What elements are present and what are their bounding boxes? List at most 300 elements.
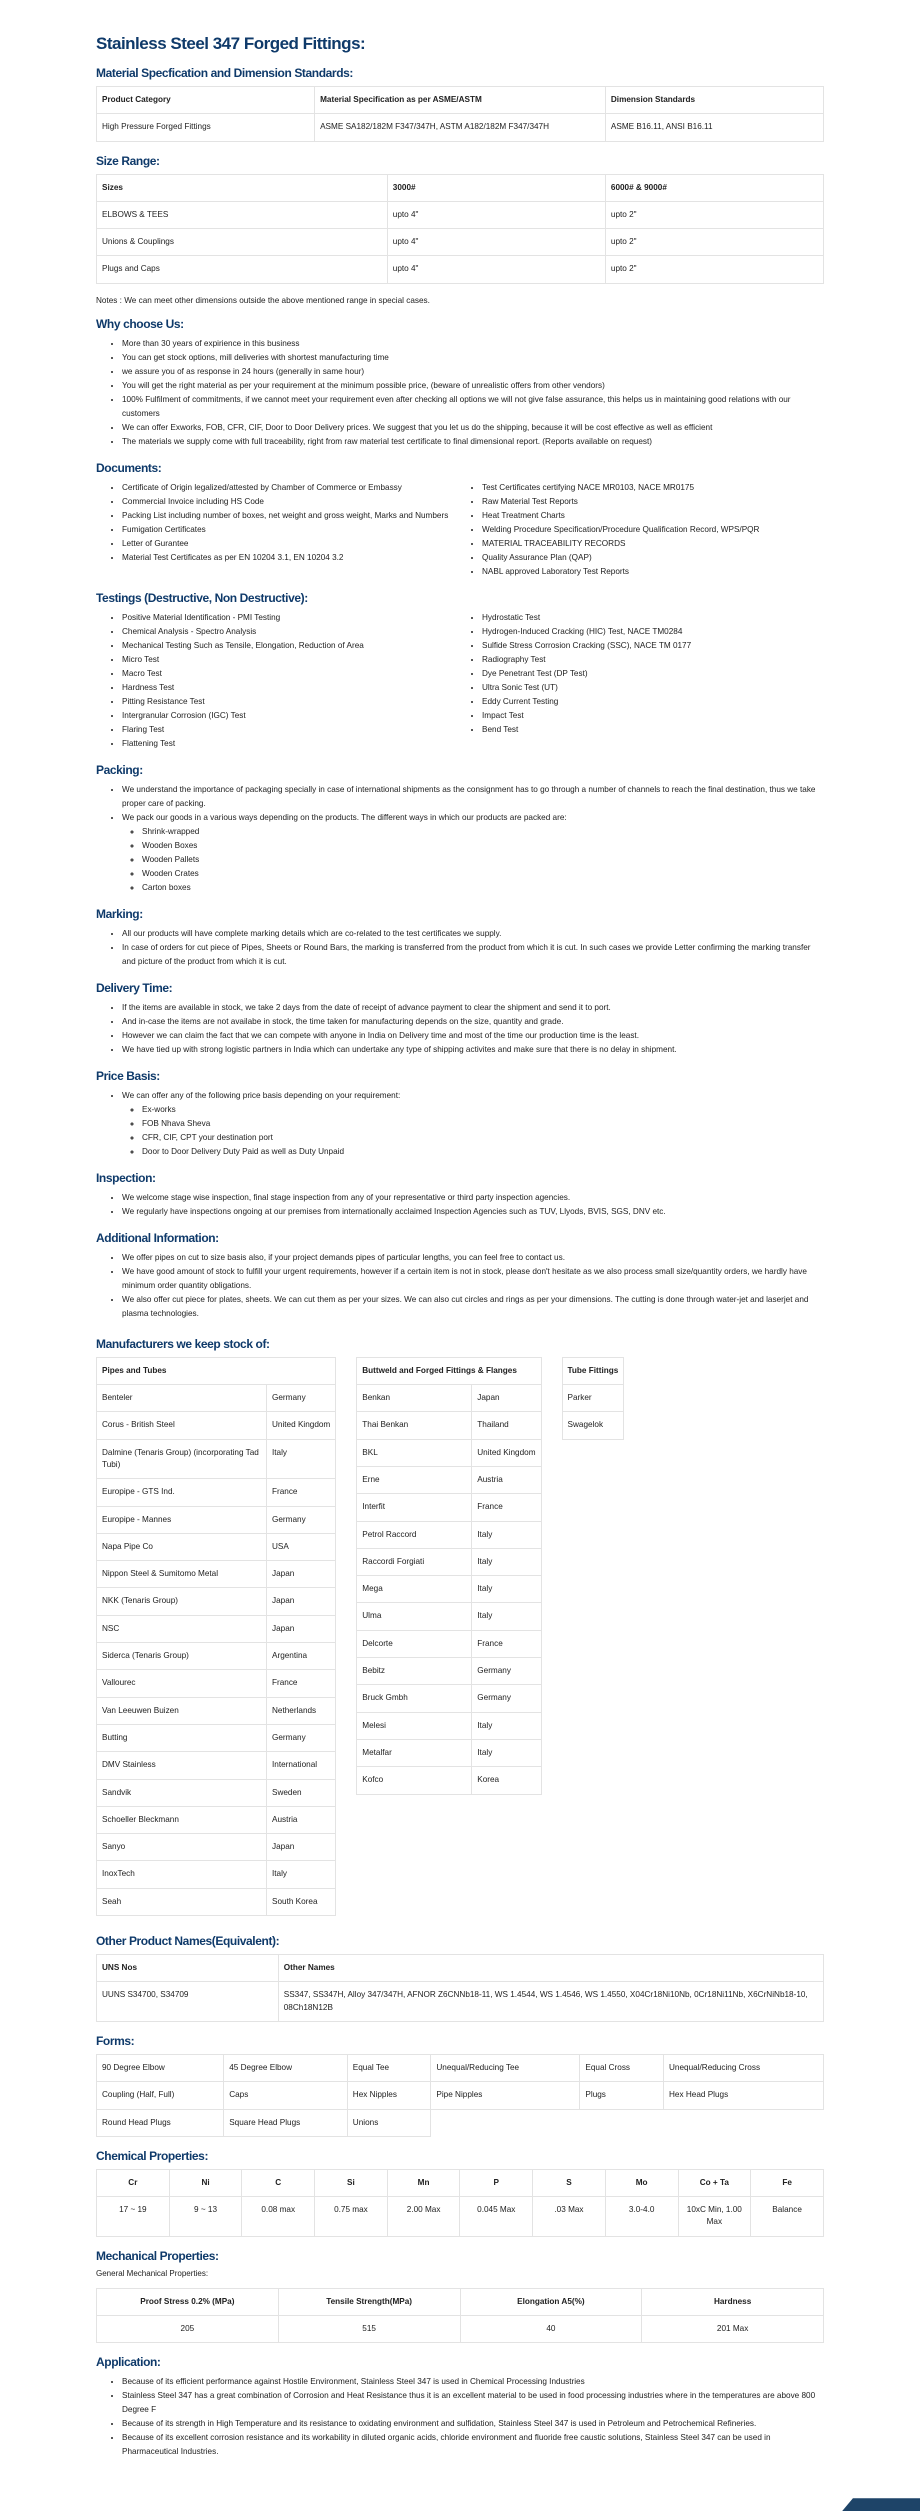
table-cell: Delcorte xyxy=(357,1630,472,1657)
table-cell: 0.08 max xyxy=(242,2197,315,2237)
table-row xyxy=(357,1548,541,1575)
table-row xyxy=(97,1888,336,1915)
table-header: Mo xyxy=(605,2169,678,2196)
table-cell: Hex Head Plugs xyxy=(664,2082,824,2109)
table-cell: Thai Benkan xyxy=(357,1412,472,1439)
sub-list-item: ◦ Carton boxes xyxy=(142,881,824,895)
list-item: • Mechanical Testing Such as Tensile, Elongation, Reduction of Area xyxy=(122,639,456,653)
table-header: Sizes xyxy=(97,174,388,201)
table-row xyxy=(357,1576,541,1603)
table-cell: upto 2" xyxy=(605,201,823,228)
sub-list-item: ◦ CFR, CIF, CPT your destination port xyxy=(142,1131,824,1145)
forms-heading: Forms: xyxy=(96,2033,135,2048)
list-item: • Fumigation Certificates xyxy=(122,523,456,537)
table-row xyxy=(97,1479,336,1506)
documents-section xyxy=(96,461,824,579)
table-cell: Plugs xyxy=(580,2082,664,2109)
inspection-section xyxy=(96,1171,824,1219)
table-row xyxy=(357,1439,541,1466)
table-cell: Benkan xyxy=(357,1385,472,1412)
list-item: • All our products will have complete marking details which are co-related to the test certificates we supply. xyxy=(122,927,824,941)
table-cell: Italy xyxy=(472,1548,541,1575)
table-header: 3000# xyxy=(387,174,605,201)
table-cell: ASME SA182/182M F347/347H, ASTM A182/182M F347/347H xyxy=(315,114,606,141)
list-item: • Quality Assurance Plan (QAP) xyxy=(482,551,824,565)
table-cell: NSC xyxy=(97,1615,267,1642)
table-header-row xyxy=(97,87,824,114)
table-cell: Japan xyxy=(472,1385,541,1412)
list-item: • And in-case the items are not availabe in stock, the time taken for manufacturing depends on the size, quantity and grade. xyxy=(122,1015,824,1029)
table-cell: Square Head Plugs xyxy=(224,2109,348,2136)
size-range-notes: Notes : We can meet other dimensions outside the above mentioned range in special cases. xyxy=(96,295,430,305)
price-basis-heading: Price Basis: xyxy=(96,1068,160,1083)
list-item: • Raw Material Test Reports xyxy=(482,495,824,509)
table-cell: BKL xyxy=(357,1439,472,1466)
list-item-text: We can offer any of the following price basis depending on your requirement: xyxy=(122,1090,401,1100)
table-cell: Sweden xyxy=(267,1779,336,1806)
table-row xyxy=(97,1588,336,1615)
table-row xyxy=(357,1412,541,1439)
table-cell: Italy xyxy=(267,1439,336,1479)
other-names-section xyxy=(96,1934,824,2022)
table-cell: Vallourec xyxy=(97,1670,267,1697)
testings-section xyxy=(96,591,824,751)
table-cell: Interfit xyxy=(357,1494,472,1521)
table-row xyxy=(357,1658,541,1685)
table-header: S xyxy=(533,2169,606,2196)
table-cell: Japan xyxy=(267,1615,336,1642)
empty-cell xyxy=(580,2109,664,2136)
table-cell: Caps xyxy=(224,2082,348,2109)
table-row xyxy=(357,1630,541,1657)
forms-section xyxy=(96,2034,824,2137)
list-item: • We have good amount of stock to fulfill your urgent requirements, however if a certain item is not in stock, please don't hesitate as we also process small size/quantity orders, we hardly have minimum order quantity obligations. xyxy=(122,1265,824,1293)
table-cell: Corus - British Steel xyxy=(97,1412,267,1439)
table-row xyxy=(97,1412,336,1439)
table-cell: 205 xyxy=(97,2315,279,2342)
inspection-list xyxy=(96,1191,824,1219)
table-cell: Butting xyxy=(97,1724,267,1751)
table-cell: United Kingdom xyxy=(267,1412,336,1439)
price-basis-section xyxy=(96,1069,824,1159)
table-row xyxy=(562,1385,624,1412)
table-cell: Argentina xyxy=(267,1643,336,1670)
table-cell: Italy xyxy=(472,1712,541,1739)
table-cell: Italy xyxy=(472,1603,541,1630)
table-cell: Korea xyxy=(472,1767,541,1794)
list-item: • Material Test Certificates as per EN 10204 3.1, EN 10204 3.2 xyxy=(122,551,456,565)
inspection-heading: Inspection: xyxy=(96,1170,156,1185)
table-row xyxy=(97,2315,824,2342)
table-cell: Unions & Couplings xyxy=(97,229,388,256)
table-cell: ELBOWS & TEES xyxy=(97,201,388,228)
table-cell: Japan xyxy=(267,1834,336,1861)
table-row xyxy=(97,2197,824,2237)
table-cell: Coupling (Half, Full) xyxy=(97,2082,224,2109)
table-header-row xyxy=(97,1357,336,1384)
table-cell: Italy xyxy=(472,1521,541,1548)
list-item: • Micro Test xyxy=(122,653,456,667)
table-cell: 45 Degree Elbow xyxy=(224,2054,348,2081)
list-item: • Because of its strength in High Temperature and its resistance to oxidating environment and sulfidation, Stainless Steel 347 is used in Petroleum and Petrochemical Refineries. xyxy=(122,2417,824,2431)
list-item: • Letter of Gurantee xyxy=(122,537,456,551)
material-spec-section xyxy=(96,66,824,142)
table-row xyxy=(97,1533,336,1560)
table-row xyxy=(97,1834,336,1861)
list-item: • Eddy Current Testing xyxy=(482,695,824,709)
list-item: • The materials we supply come with full traceability, right from raw material test certificate to final dimensional report. (Reports available on request) xyxy=(122,435,824,449)
table-row xyxy=(97,1861,336,1888)
table-row xyxy=(562,1412,624,1439)
fittings-flanges-table xyxy=(356,1357,541,1795)
table-header: Co + Ta xyxy=(678,2169,751,2196)
list-item: • We understand the importance of packaging specially in case of international shipments as the consignment has to go through a number of channels to reach the final destination, thus we take proper care of packing. xyxy=(122,783,824,811)
list-item: • Radiography Test xyxy=(482,653,824,667)
table-cell: upto 2" xyxy=(605,229,823,256)
table-row xyxy=(97,1439,336,1479)
chemical-heading: Chemical Properties: xyxy=(96,2148,209,2163)
table-row xyxy=(97,1724,336,1751)
table-row xyxy=(357,1739,541,1766)
sub-list-item: ◦ Wooden Boxes xyxy=(142,839,824,853)
packing-list xyxy=(96,783,824,895)
list-item: • Hydrostatic Test xyxy=(482,611,824,625)
table-cell: 0.045 Max xyxy=(460,2197,533,2237)
list-item: • Test Certificates certifying NACE MR0103, NACE MR0175 xyxy=(482,481,824,495)
packing-section xyxy=(96,763,824,895)
table-row xyxy=(97,2054,824,2081)
table-cell: Benteler xyxy=(97,1385,267,1412)
table-cell: 0.75 max xyxy=(315,2197,388,2237)
table-cell: Balance xyxy=(751,2197,824,2237)
why-choose-list xyxy=(96,337,824,449)
list-item: • Bend Test xyxy=(482,723,824,737)
table-row xyxy=(97,1643,336,1670)
why-choose-section xyxy=(96,317,824,449)
manufacturers-section xyxy=(96,1337,824,1916)
page-title: Stainless Steel 347 Forged Fittings: xyxy=(96,34,366,53)
table-header: Dimension Standards xyxy=(605,87,823,114)
table-cell: upto 2" xyxy=(605,256,823,283)
list-item: • Stainless Steel 347 has a great combination of Corrosion and Heat Resistance thus it is an excellent material to be used in food processing industries where in the temperatures are above 800 Degree F xyxy=(122,2389,824,2417)
pipes-tubes-table xyxy=(96,1357,336,1916)
list-item: • Flattening Test xyxy=(122,737,456,751)
table-header: Buttweld and Forged Fittings & Flanges xyxy=(357,1357,541,1384)
documents-list-right xyxy=(456,481,824,579)
table-row xyxy=(97,1982,824,2022)
table-header: Hardness xyxy=(642,2288,824,2315)
table-row xyxy=(357,1712,541,1739)
table-header: Ni xyxy=(169,2169,242,2196)
table-row xyxy=(357,1385,541,1412)
table-cell: Italy xyxy=(267,1861,336,1888)
table-row xyxy=(97,1779,336,1806)
table-header: 6000# & 9000# xyxy=(605,174,823,201)
table-cell: Sanyo xyxy=(97,1834,267,1861)
table-cell: 10xC Min, 1.00 Max xyxy=(678,2197,751,2237)
list-item xyxy=(122,1089,824,1159)
table-cell: ASME B16.11, ANSI B16.11 xyxy=(605,114,823,141)
packing-sublist xyxy=(122,825,824,895)
forms-table xyxy=(96,2054,824,2137)
table-cell: DMV Stainless xyxy=(97,1752,267,1779)
table-row xyxy=(97,201,824,228)
table-row xyxy=(357,1685,541,1712)
list-item: • Heat Treatment Charts xyxy=(482,509,824,523)
table-cell: 3.0-4.0 xyxy=(605,2197,678,2237)
table-cell: NKK (Tenaris Group) xyxy=(97,1588,267,1615)
table-row xyxy=(97,1615,336,1642)
sub-list-item: ◦ Ex-works xyxy=(142,1103,824,1117)
additional-info-section xyxy=(96,1231,824,1321)
list-item: • Dye Penetrant Test (DP Test) xyxy=(482,667,824,681)
corner-tab-decoration xyxy=(842,2498,920,2511)
table-header: C xyxy=(242,2169,315,2196)
table-cell: Bruck Gmbh xyxy=(357,1685,472,1712)
chemical-section xyxy=(96,2149,824,2237)
table-cell: Napa Pipe Co xyxy=(97,1533,267,1560)
table-header-row xyxy=(97,2288,824,2315)
table-cell: Bebitz xyxy=(357,1658,472,1685)
table-cell: Schoeller Bleckmann xyxy=(97,1806,267,1833)
material-spec-table xyxy=(96,86,824,142)
list-item-text: We pack our goods in a various ways depending on the products. The different ways in which our products are packed are: xyxy=(122,812,567,822)
table-row xyxy=(97,1385,336,1412)
sub-list-item: ◦ Wooden Pallets xyxy=(142,853,824,867)
additional-info-list xyxy=(96,1251,824,1321)
list-item: • Flaring Test xyxy=(122,723,456,737)
application-section xyxy=(96,2355,824,2459)
manufacturers-heading: Manufacturers we keep stock of: xyxy=(96,1336,270,1351)
table-cell: Kofco xyxy=(357,1767,472,1794)
mechanical-section xyxy=(96,2249,824,2344)
table-cell: 9 ~ 13 xyxy=(169,2197,242,2237)
table-cell: Austria xyxy=(472,1466,541,1493)
delivery-heading: Delivery Time: xyxy=(96,980,173,995)
list-item: • Impact Test xyxy=(482,709,824,723)
table-cell: SS347, SS347H, Alloy 347/347H, AFNOR Z6CNNb18-11, WS 1.4544, WS 1.4546, WS 1.4550, X04Cr18Ni10Nb, 0Cr18Ni11Nb, X6CrNiNb18-10, 08Ch18N12B xyxy=(278,1982,823,2022)
testings-list-left xyxy=(96,611,456,751)
table-cell: High Pressure Forged Fittings xyxy=(97,114,315,141)
table-row xyxy=(97,2109,824,2136)
table-cell: .03 Max xyxy=(533,2197,606,2237)
table-header: Tensile Strength(MPa) xyxy=(278,2288,460,2315)
table-row xyxy=(97,114,824,141)
table-header-row xyxy=(97,2169,824,2196)
list-item: • We offer pipes on cut to size basis also, if your project demands pipes of particular lengths, you can feel free to contact us. xyxy=(122,1251,824,1265)
table-header-row xyxy=(562,1357,624,1384)
list-item: • Certificate of Origin legalized/attested by Chamber of Commerce or Embassy xyxy=(122,481,456,495)
why-choose-heading: Why choose Us: xyxy=(96,316,184,331)
table-cell: Sandvik xyxy=(97,1779,267,1806)
list-item: • MATERIAL TRACEABILITY RECORDS xyxy=(482,537,824,551)
table-row xyxy=(357,1494,541,1521)
table-cell: Dalmine (Tenaris Group) (incorporating Tad Tubi) xyxy=(97,1439,267,1479)
table-header: P xyxy=(460,2169,533,2196)
marking-section xyxy=(96,907,824,969)
table-cell: Germany xyxy=(267,1506,336,1533)
table-cell: 90 Degree Elbow xyxy=(97,2054,224,2081)
table-row xyxy=(357,1603,541,1630)
table-cell: South Korea xyxy=(267,1888,336,1915)
table-cell: Netherlands xyxy=(267,1697,336,1724)
list-item: • we assure you of as response in 24 hours (generally in same hour) xyxy=(122,365,824,379)
table-cell: Swagelok xyxy=(562,1412,624,1439)
table-cell: Parker xyxy=(562,1385,624,1412)
table-cell: Round Head Plugs xyxy=(97,2109,224,2136)
table-row xyxy=(97,1752,336,1779)
list-item xyxy=(122,811,824,895)
list-item: • 100% Fulfilment of commitments, if we cannot meet your requirement even after checking all options we will not give false assurance, this helps us in maintaining good relations with our customers xyxy=(122,393,824,421)
price-basis-list xyxy=(96,1089,824,1159)
table-cell: Unequal/Reducing Cross xyxy=(664,2054,824,2081)
table-cell: 201 Max xyxy=(642,2315,824,2342)
table-header-row xyxy=(97,1955,824,1982)
table-cell: USA xyxy=(267,1533,336,1560)
table-cell: Nippon Steel & Sumitomo Metal xyxy=(97,1561,267,1588)
list-item: • Chemical Analysis - Spectro Analysis xyxy=(122,625,456,639)
table-row xyxy=(357,1521,541,1548)
table-cell: 515 xyxy=(278,2315,460,2342)
table-header: Product Category xyxy=(97,87,315,114)
list-item: • Sulfide Stress Corrosion Cracking (SSC), NACE TM 0177 xyxy=(482,639,824,653)
table-cell: Japan xyxy=(267,1561,336,1588)
table-cell: Melesi xyxy=(357,1712,472,1739)
table-cell: Thailand xyxy=(472,1412,541,1439)
additional-info-heading: Additional Information: xyxy=(96,1230,219,1245)
table-row xyxy=(97,229,824,256)
table-header: Elongation A5(%) xyxy=(460,2288,642,2315)
application-heading: Application: xyxy=(96,2355,161,2370)
table-header: Pipes and Tubes xyxy=(97,1357,336,1384)
list-item: • Pitting Resistance Test xyxy=(122,695,456,709)
empty-cell xyxy=(431,2109,580,2136)
table-cell: Mega xyxy=(357,1576,472,1603)
list-item: • Because of its excellent corrosion resistance and its workability in diluted organic acids, chloride environment and fluoride free caustic solutions, Stainless Steel 347 can be used in Pharmaceutical Industries. xyxy=(122,2431,824,2459)
size-range-heading: Size Range: xyxy=(96,153,160,168)
table-cell: upto 4" xyxy=(387,256,605,283)
table-cell: Hex Nipples xyxy=(347,2082,431,2109)
table-header: UNS Nos xyxy=(97,1955,279,1982)
testings-list-right xyxy=(456,611,824,751)
sub-list-item: ◦ FOB Nhava Sheva xyxy=(142,1117,824,1131)
list-item: • In case of orders for cut piece of Pipes, Sheets or Round Bars, the marking is transferred from the product from which it is cut. In such cases we provide Letter confirming the marking transfer and picture of the product from which it is cut. xyxy=(122,941,824,969)
table-header: Fe xyxy=(751,2169,824,2196)
table-header: Tube Fittings xyxy=(562,1357,624,1384)
table-row xyxy=(357,1466,541,1493)
table-header: Proof Stress 0.2% (MPa) xyxy=(97,2288,279,2315)
list-item: • Welding Procedure Specification/Procedure Qualification Record, WPS/PQR xyxy=(482,523,824,537)
table-cell: Ulma xyxy=(357,1603,472,1630)
size-range-table xyxy=(96,174,824,284)
list-item: • Hydrogen-Induced Cracking (HIC) Test, NACE TM0284 xyxy=(482,625,824,639)
list-item: • Macro Test xyxy=(122,667,456,681)
table-row xyxy=(97,1670,336,1697)
table-cell: Metalfar xyxy=(357,1739,472,1766)
table-cell: France xyxy=(472,1630,541,1657)
application-list xyxy=(96,2375,824,2459)
table-cell: France xyxy=(267,1479,336,1506)
table-cell: France xyxy=(267,1670,336,1697)
table-cell: Italy xyxy=(472,1739,541,1766)
list-item: • Hardness Test xyxy=(122,681,456,695)
sub-list-item: ◦ Door to Door Delivery Duty Paid as well as Duty Unpaid xyxy=(142,1145,824,1159)
table-cell: Pipe Nipples xyxy=(431,2082,580,2109)
table-cell: Japan xyxy=(267,1588,336,1615)
mechanical-subheading: General Mechanical Properties: xyxy=(96,2268,209,2278)
list-item: • You will get the right material as per your requirement at the minimum possible price, (beware of unrealistic offers from other vendors) xyxy=(122,379,824,393)
list-item: • Because of its efficient performance against Hostile Environment, Stainless Steel 347 is used in Chemical Processing Industries xyxy=(122,2375,824,2389)
table-cell: Erne xyxy=(357,1466,472,1493)
chemical-table xyxy=(96,2169,824,2237)
list-item: • We can offer Exworks, FOB, CFR, CIF, Door to Door Delivery prices. We suggest that you let us do the shipping, because it will be cost effective as well as efficient xyxy=(122,421,824,435)
sub-list-item: ◦ Shrink-wrapped xyxy=(142,825,824,839)
table-header: Mn xyxy=(387,2169,460,2196)
table-cell: Siderca (Tenaris Group) xyxy=(97,1643,267,1670)
list-item: • We regularly have inspections ongoing at our premises from internationally acclaimed Inspection Agencies such as TUV, Llyods, BVIS, SGS, DNV etc. xyxy=(122,1205,824,1219)
list-item: • However we can claim the fact that we can compete with anyone in India on Delivery time and most of the time our production time is the least. xyxy=(122,1029,824,1043)
table-header: Cr xyxy=(97,2169,170,2196)
table-cell: Plugs and Caps xyxy=(97,256,388,283)
table-cell: Europipe - Mannes xyxy=(97,1506,267,1533)
table-cell: United Kingdom xyxy=(472,1439,541,1466)
table-cell: Germany xyxy=(267,1724,336,1751)
table-cell: Equal Tee xyxy=(347,2054,431,2081)
table-row xyxy=(97,1561,336,1588)
empty-cell xyxy=(664,2109,824,2136)
list-item: • We welcome stage wise inspection, final stage inspection from any of your representative or third party inspection agencies. xyxy=(122,1191,824,1205)
list-item: • We have tied up with strong logistic partners in India which can undertake any type of shipping activites and make sure that there is no delay in shipment. xyxy=(122,1043,824,1057)
table-cell: Unions xyxy=(347,2109,431,2136)
list-item: • If the items are available in stock, we take 2 days from the date of receipt of advance payment to clear the shipment and send it to port. xyxy=(122,1001,824,1015)
table-row xyxy=(97,1806,336,1833)
table-cell: UUNS S34700, S34709 xyxy=(97,1982,279,2022)
table-cell: Unequal/Reducing Tee xyxy=(431,2054,580,2081)
table-cell: Germany xyxy=(472,1685,541,1712)
table-row xyxy=(97,1697,336,1724)
mechanical-table xyxy=(96,2288,824,2344)
size-range-section xyxy=(96,154,824,284)
documents-list-left xyxy=(96,481,456,579)
tube-fittings-table xyxy=(562,1357,625,1440)
table-cell: Europipe - GTS Ind. xyxy=(97,1479,267,1506)
table-header-row xyxy=(97,174,824,201)
table-cell: InoxTech xyxy=(97,1861,267,1888)
table-row xyxy=(97,256,824,283)
table-row xyxy=(97,1506,336,1533)
list-item: • Positive Material Identification - PMI Testing xyxy=(122,611,456,625)
testings-heading: Testings (Destructive, Non Destructive): xyxy=(96,590,308,605)
table-cell: Raccordi Forgiati xyxy=(357,1548,472,1575)
table-cell: 40 xyxy=(460,2315,642,2342)
sub-list-item: ◦ Wooden Crates xyxy=(142,867,824,881)
table-cell: Seah xyxy=(97,1888,267,1915)
table-row xyxy=(357,1767,541,1794)
table-cell: Van Leeuwen Buizen xyxy=(97,1697,267,1724)
table-cell: upto 4" xyxy=(387,229,605,256)
list-item: • Intergranular Corrosion (IGC) Test xyxy=(122,709,456,723)
table-header: Other Names xyxy=(278,1955,823,1982)
table-cell: Petrol Raccord xyxy=(357,1521,472,1548)
table-cell: upto 4" xyxy=(387,201,605,228)
other-names-table xyxy=(96,1954,824,2022)
list-item: • You can get stock options, mill deliveries with shortest manufacturing time xyxy=(122,351,824,365)
mechanical-heading: Mechanical Properties: xyxy=(96,2248,219,2263)
table-cell: Germany xyxy=(472,1658,541,1685)
table-cell: Equal Cross xyxy=(580,2054,664,2081)
marking-list xyxy=(96,927,824,969)
material-spec-heading: Material Specfication and Dimension Standards: xyxy=(96,66,353,80)
